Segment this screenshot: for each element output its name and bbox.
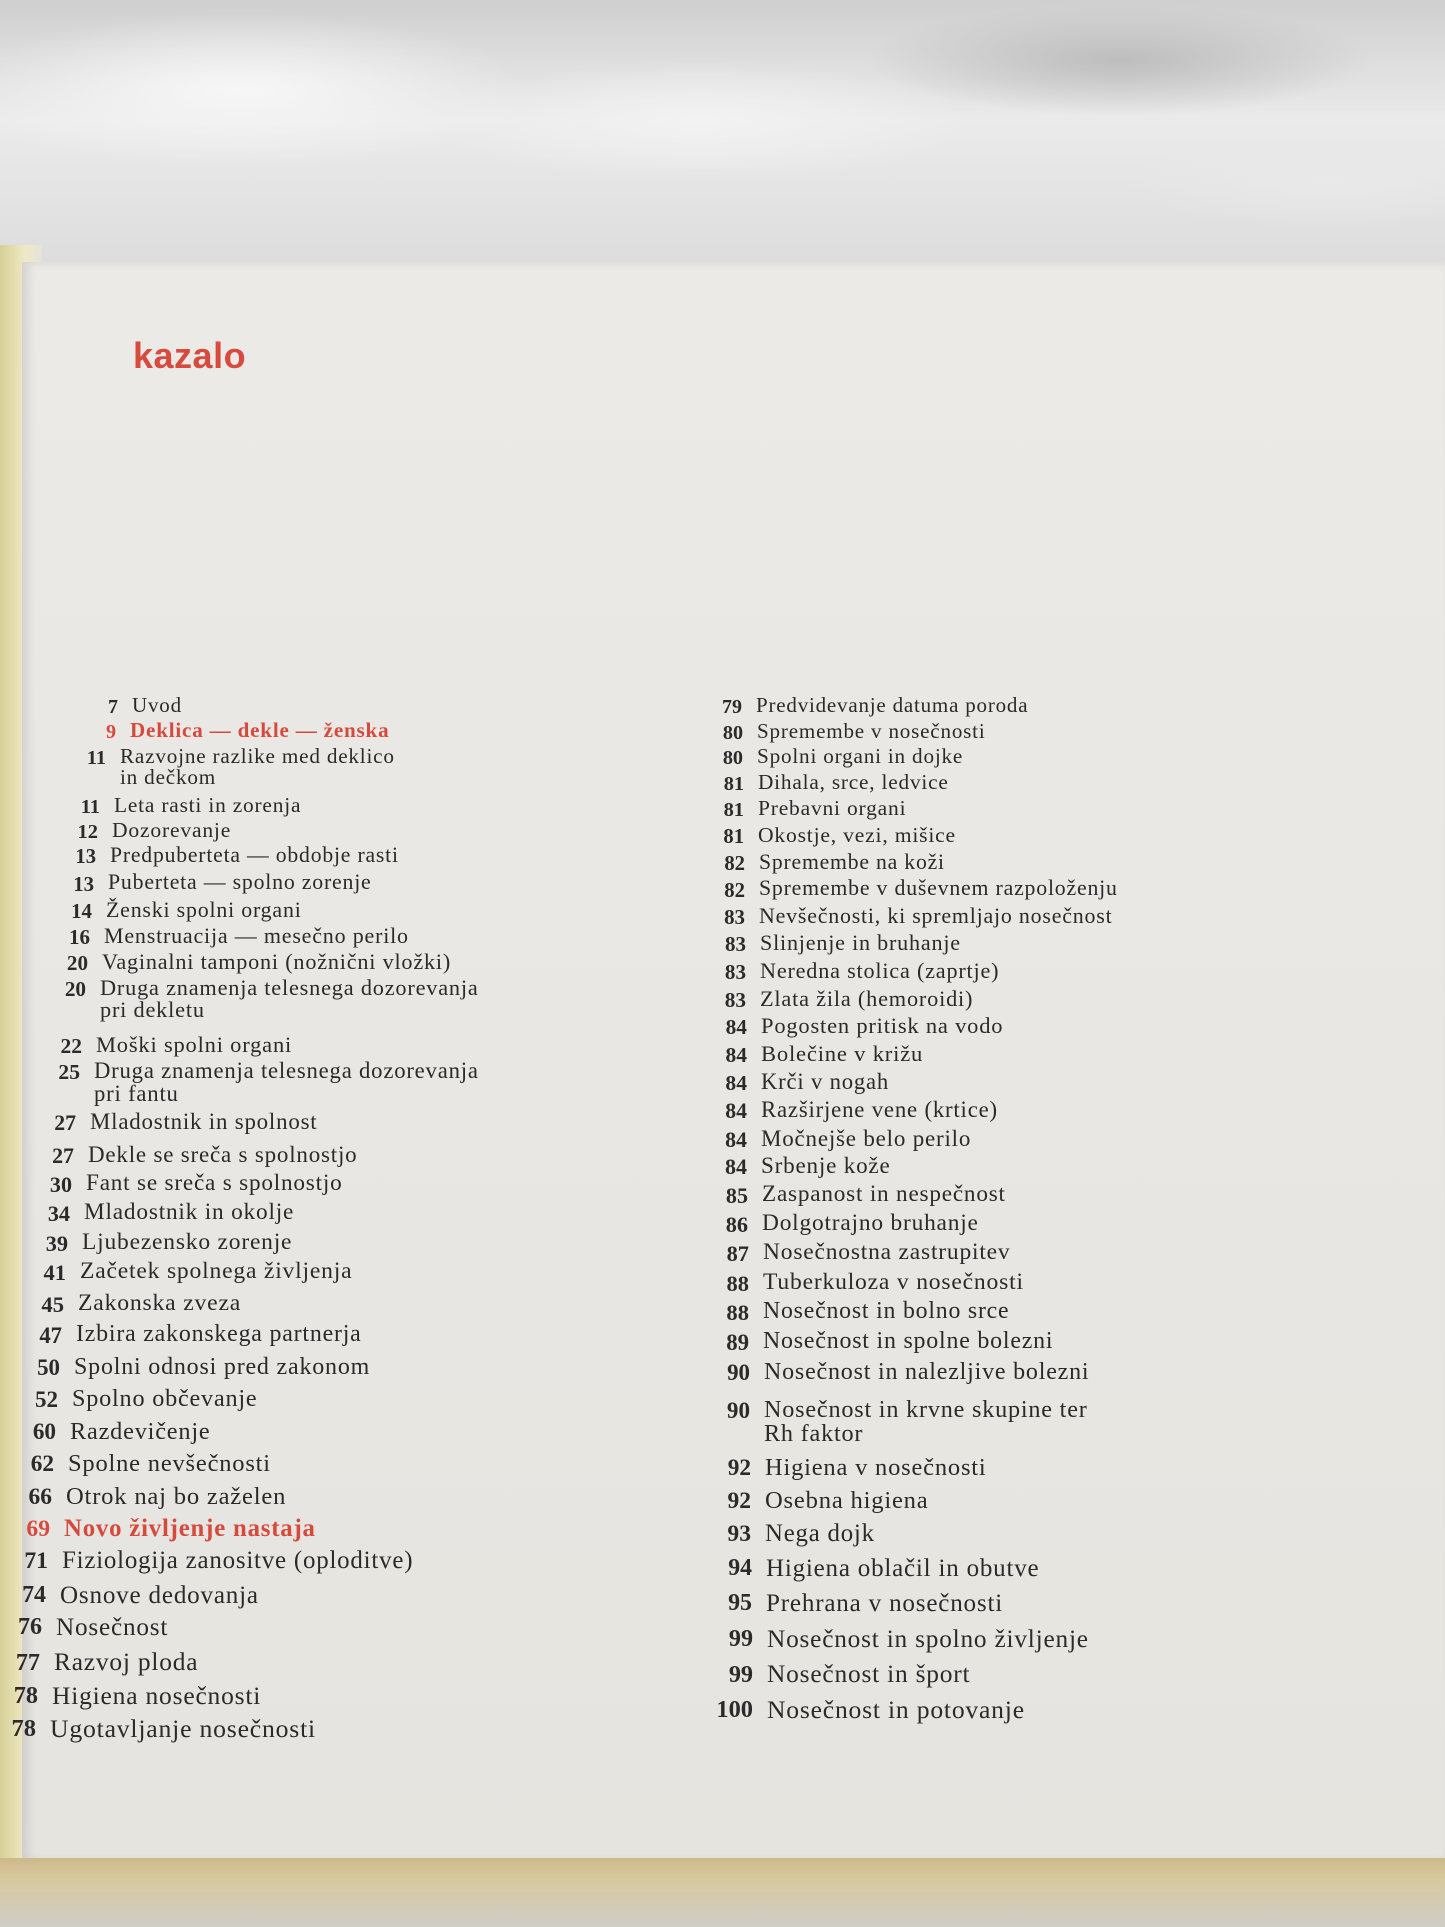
toc-page-number: 78 <box>13 1682 38 1709</box>
toc-entry <box>48 820 231 843</box>
toc-entry-title: Prehrana v nosečnosti <box>766 1590 1004 1617</box>
toc-entry-title: Higiena oblačil in obutve <box>766 1555 1040 1582</box>
toc-entry-title: Spolni organi in dojke <box>757 744 964 768</box>
toc-page-number: 81 <box>723 773 744 795</box>
toc-page-number: 25 <box>58 1060 80 1084</box>
toc-page-number: 84 <box>725 1154 747 1179</box>
toc-entry <box>0 1615 168 1640</box>
toc-entry <box>700 1183 1006 1206</box>
toc-entry-title: Zlata žila (hemoroidi) <box>760 986 974 1011</box>
toc-entry <box>18 1231 292 1255</box>
toc-page-number: 41 <box>43 1260 66 1285</box>
toc-entry <box>701 1271 1024 1295</box>
toc-entry-title: Osnove dedovanja <box>60 1582 259 1609</box>
toc-page-number: 79 <box>722 696 742 718</box>
toc-page-number: 88 <box>726 1300 749 1325</box>
toc-entry <box>698 960 999 983</box>
toc-entry <box>68 695 182 718</box>
toc-entry-title: Nosečnost in šport <box>767 1660 971 1688</box>
toc-page-number: 92 <box>727 1488 751 1514</box>
toc-page-number: 90 <box>726 1397 750 1423</box>
toc-entry-title: Prebavni organi <box>758 796 907 820</box>
toc-entry-title: Novo življenje nastaja <box>64 1515 316 1542</box>
toc-entry <box>697 905 1112 928</box>
toc-entry-title: Fant se sreča s spolnostjo <box>86 1170 343 1196</box>
toc-entry-title: Tuberkuloza v nosečnosti <box>763 1269 1024 1295</box>
toc-page-number: 22 <box>60 1034 82 1058</box>
toc-entry <box>46 845 399 868</box>
toc-page-number: 13 <box>73 873 94 896</box>
toc-entry <box>699 1071 889 1094</box>
toc-entry-title: Druga znamenja telesnega dozorevanja pri fantu <box>94 1058 479 1106</box>
toc-page-number: 89 <box>726 1330 749 1355</box>
toc-entry-title: Menstruacija — mesečno perilo <box>104 923 409 948</box>
toc-entry-title: Nosečnost in spolne bolezni <box>763 1328 1054 1354</box>
toc-page-number: 83 <box>724 905 745 929</box>
toc-entry <box>699 1099 998 1122</box>
toc-page-number: 83 <box>725 932 746 956</box>
toc-page-number: 20 <box>66 951 88 975</box>
toc-entry-title: Moški spolni organi <box>96 1032 293 1057</box>
toc-entry <box>697 852 945 875</box>
toc-page-number: 77 <box>15 1649 40 1676</box>
toc-page-number: 11 <box>80 796 100 818</box>
toc-entry-title: Nosečnost in spolno življenje <box>767 1625 1089 1653</box>
toc-entry <box>24 1143 357 1166</box>
toc-page-number: 80 <box>722 747 743 769</box>
toc-entry-title: Nega dojk <box>765 1520 875 1547</box>
toc-entry <box>42 899 302 922</box>
toc-entry-title: Začetek spolnega življenja <box>80 1258 353 1284</box>
toc-page-number: 11 <box>86 747 106 769</box>
toc-entry <box>0 1549 413 1574</box>
toc-entry-title: Predvidevanje datuma poroda <box>756 693 1029 717</box>
toc-entry-title: Spremembe v duševnem razpoloženju <box>759 876 1118 900</box>
toc-page-number: 45 <box>41 1292 64 1317</box>
toc-entry <box>4 1452 271 1477</box>
toc-page-number: 74 <box>22 1582 46 1608</box>
toc-page-number: 84 <box>725 1015 747 1039</box>
toc-entry-title: Spolno občevanje <box>72 1385 258 1412</box>
toc-entry-title: Zakonska zveza <box>78 1290 242 1316</box>
toc-entry-title: Nosečnostna zastrupitev <box>763 1239 1011 1265</box>
toc-page-number: 60 <box>32 1419 56 1445</box>
toc-entry-title: Srbenje kože <box>761 1152 891 1178</box>
toc-entry-title: Spremembe v nosečnosti <box>757 719 986 743</box>
toc-page-number: 99 <box>728 1626 753 1652</box>
toc-page-number: 76 <box>18 1614 42 1640</box>
toc-entry <box>36 977 479 1022</box>
toc-entry <box>10 1355 370 1379</box>
toc-entry-title: Močnejše belo perilo <box>761 1126 972 1151</box>
toc-entry <box>44 872 372 895</box>
toc-entry <box>20 1201 294 1224</box>
toc-page-number: 39 <box>45 1231 68 1256</box>
toc-entry <box>699 1127 971 1150</box>
toc-entry-title: Nosečnost in nalezljive bolezni <box>764 1359 1090 1385</box>
toc-entry <box>705 1697 1025 1723</box>
toc-entry-title: Ljubezensko zorenje <box>82 1229 293 1255</box>
toc-entry <box>16 1260 352 1284</box>
toc-entry <box>26 1111 317 1134</box>
toc-entry <box>703 1522 875 1547</box>
toc-entry <box>696 798 906 821</box>
toc-entry <box>50 795 301 818</box>
toc-entry-title: Dozorevanje <box>112 818 232 842</box>
toc-entry <box>705 1662 970 1687</box>
toc-entry-title: Slinjenje in bruhanje <box>760 930 961 955</box>
toc-page-number: 71 <box>24 1548 48 1574</box>
toc-entry-title: Ugotavljanje nosečnosti <box>50 1714 316 1743</box>
toc-entry <box>699 1043 923 1066</box>
toc-entry <box>0 1683 261 1709</box>
toc-page-number: 30 <box>49 1172 72 1197</box>
toc-page-number: 90 <box>727 1360 750 1385</box>
toc-entry-title: Dekle se sreča s spolnostjo <box>88 1142 358 1167</box>
toc-entry <box>698 988 973 1011</box>
toc-entry <box>38 951 451 974</box>
toc-page-number: 93 <box>727 1521 751 1547</box>
toc-entry <box>8 1387 257 1411</box>
toc-page-number: 83 <box>724 988 746 1012</box>
toc-entry <box>702 1360 1089 1384</box>
toc-entry <box>66 720 389 743</box>
toc-entry-title: Pogosten pritisk na vodo <box>761 1013 1004 1038</box>
toc-page-number: 84 <box>725 1099 747 1123</box>
page-title: kazalo <box>133 335 247 376</box>
toc-entry-title: Krči v nogah <box>761 1069 890 1094</box>
toc-page-number: 78 <box>11 1715 36 1742</box>
toc-entry-title: Higiena v nosečnosti <box>765 1454 987 1481</box>
toc-page-number: 85 <box>725 1183 748 1208</box>
toc-entry-title: Bolečine v križu <box>761 1041 924 1066</box>
toc-entry-title: Mladostnik in okolje <box>84 1199 295 1225</box>
toc-entry-title: Zaspanost in nespečnost <box>762 1181 1006 1207</box>
toc-page-number: 82 <box>724 879 745 902</box>
toc-page-number: 88 <box>726 1271 749 1296</box>
toc-entry <box>694 695 1028 718</box>
toc-entry-title: Higiena nosečnosti <box>52 1681 262 1710</box>
toc-entry <box>701 1330 1053 1354</box>
toc-entry <box>0 1650 198 1675</box>
toc-entry <box>699 1154 891 1177</box>
toc-page-number: 7 <box>108 696 118 718</box>
toc-entry <box>703 1489 929 1514</box>
toc-page-number: 99 <box>728 1661 753 1688</box>
toc-page-number: 81 <box>723 826 744 848</box>
toc-page-number: 12 <box>77 821 98 843</box>
toc-page-number: 50 <box>37 1355 60 1380</box>
toc-entry <box>705 1627 1089 1652</box>
toc-page-number: 34 <box>47 1201 70 1226</box>
toc-page-number: 82 <box>724 853 745 875</box>
toc-entry-title: Nosečnost in krvne skupine ter Rh faktor <box>764 1396 1088 1448</box>
toc-entry-title: Okostje, vezi, mišice <box>758 823 956 847</box>
toc-page-number: 94 <box>728 1555 752 1581</box>
toc-entry <box>699 1015 1003 1038</box>
toc-page-number: 47 <box>39 1323 62 1348</box>
toc-entry <box>0 1716 316 1742</box>
toc-page-number: 69 <box>26 1516 50 1542</box>
toc-entry-title: Dihala, srce, ledvice <box>758 770 949 794</box>
toc-page-number: 100 <box>716 1696 753 1723</box>
toc-entry-title: Nosečnost <box>56 1614 169 1641</box>
toc-entry <box>14 1292 241 1316</box>
toc-page-number: 62 <box>30 1451 54 1477</box>
toc-page-number: 27 <box>52 1143 74 1168</box>
toc-entry-title: Uvod <box>132 693 182 717</box>
toc-entry <box>30 1060 479 1105</box>
toc-entry-title: Mladostnik in spolnost <box>90 1109 318 1134</box>
toc-entry <box>0 1583 259 1608</box>
toc-entry <box>704 1591 1003 1616</box>
toc-entry-title: Razvojne razlike med deklico in dečkom <box>120 744 395 790</box>
toc-entry <box>696 825 956 848</box>
toc-page-number: 20 <box>64 977 86 1001</box>
toc-entry <box>695 721 986 744</box>
toc-page-number: 9 <box>105 721 116 743</box>
toc-page-number: 83 <box>724 960 746 984</box>
toc-page-number: 66 <box>28 1484 52 1510</box>
toc-entry <box>6 1420 210 1444</box>
toc-entry <box>695 746 963 769</box>
toc-entry-title: Nosečnost in potovanje <box>767 1695 1025 1724</box>
toc-page-number: 86 <box>725 1212 748 1237</box>
toc-entry-title: Neredna stolica (zaprtje) <box>760 958 1000 983</box>
toc-entry-title: Nosečnost in bolno srce <box>763 1298 1010 1324</box>
toc-entry <box>696 772 949 795</box>
toc-page-number: 84 <box>725 1071 747 1095</box>
toc-entry-title: Nevšečnosti, ki spremljajo nosečnost <box>759 903 1113 928</box>
toc-entry-title: Predpuberteta — obdobje rasti <box>110 843 399 867</box>
toc-entry <box>700 1212 979 1235</box>
toc-entry <box>701 1300 1009 1324</box>
toc-entry-title: Druga znamenja telesnega dozorevanja pri dekletu <box>100 975 479 1023</box>
toc-entry-title: Razvoj ploda <box>54 1648 199 1676</box>
toc-page-number: 13 <box>75 846 96 868</box>
toc-entry <box>56 746 395 788</box>
toc-entry-title: Izbira zakonskega partnerja <box>76 1321 362 1347</box>
toc-entry-title: Fiziologija zanositve (oploditve) <box>62 1547 414 1574</box>
toc-page-number: 84 <box>725 1127 747 1152</box>
toc-entry-title: Vaginalni tamponi (nožnični vložki) <box>102 949 452 974</box>
toc-page-number: 84 <box>725 1043 747 1067</box>
toc-page-number: 95 <box>728 1590 752 1616</box>
toc-page-number: 14 <box>71 899 92 923</box>
toc-entry <box>32 1034 292 1057</box>
toc-entry-title: Deklica — dekle — ženska <box>130 718 390 742</box>
toc-page-number: 81 <box>723 799 744 821</box>
toc-page-number: 27 <box>54 1111 76 1135</box>
toc-entry <box>12 1323 362 1347</box>
toc-entry <box>0 1517 316 1542</box>
toc-entry <box>704 1556 1039 1581</box>
toc-entry <box>40 925 409 948</box>
toc-page-number: 87 <box>726 1241 749 1266</box>
toc-entry <box>703 1456 987 1481</box>
toc-page-number: 16 <box>69 925 90 949</box>
fur-background <box>0 0 1445 270</box>
toc-entry <box>698 932 961 955</box>
toc-entry-title: Leta rasti in zorenja <box>114 793 302 817</box>
toc-entry-title: Ženski spolni organi <box>106 897 302 922</box>
toc-entry <box>702 1398 1088 1446</box>
toc-entry-title: Dolgotrajno bruhanje <box>762 1210 979 1236</box>
toc-entry-title: Spremembe na koži <box>759 850 945 874</box>
toc-entry-title: Spolne nevšečnosti <box>68 1450 271 1477</box>
toc-entry-title: Razširjene vene (krtice) <box>761 1097 998 1122</box>
toc-entry-title: Puberteta — spolno zorenje <box>108 870 372 894</box>
toc-entry <box>697 878 1118 901</box>
toc-entry-title: Razdevičenje <box>70 1418 211 1445</box>
toc-entry <box>701 1241 1010 1265</box>
toc-page-number: 52 <box>35 1387 58 1412</box>
toc-page-number: 80 <box>722 722 743 744</box>
toc-entry-title: Otrok naj bo zaželen <box>66 1483 287 1510</box>
page-bottom-edge <box>0 1858 1445 1927</box>
toc-entry-title: Spolni odnosi pred zakonom <box>74 1354 371 1380</box>
toc-page-number: 92 <box>727 1455 751 1481</box>
toc-entry-title: Osebna higiena <box>765 1487 929 1514</box>
toc-entry <box>22 1172 343 1195</box>
toc-entry <box>2 1485 286 1510</box>
